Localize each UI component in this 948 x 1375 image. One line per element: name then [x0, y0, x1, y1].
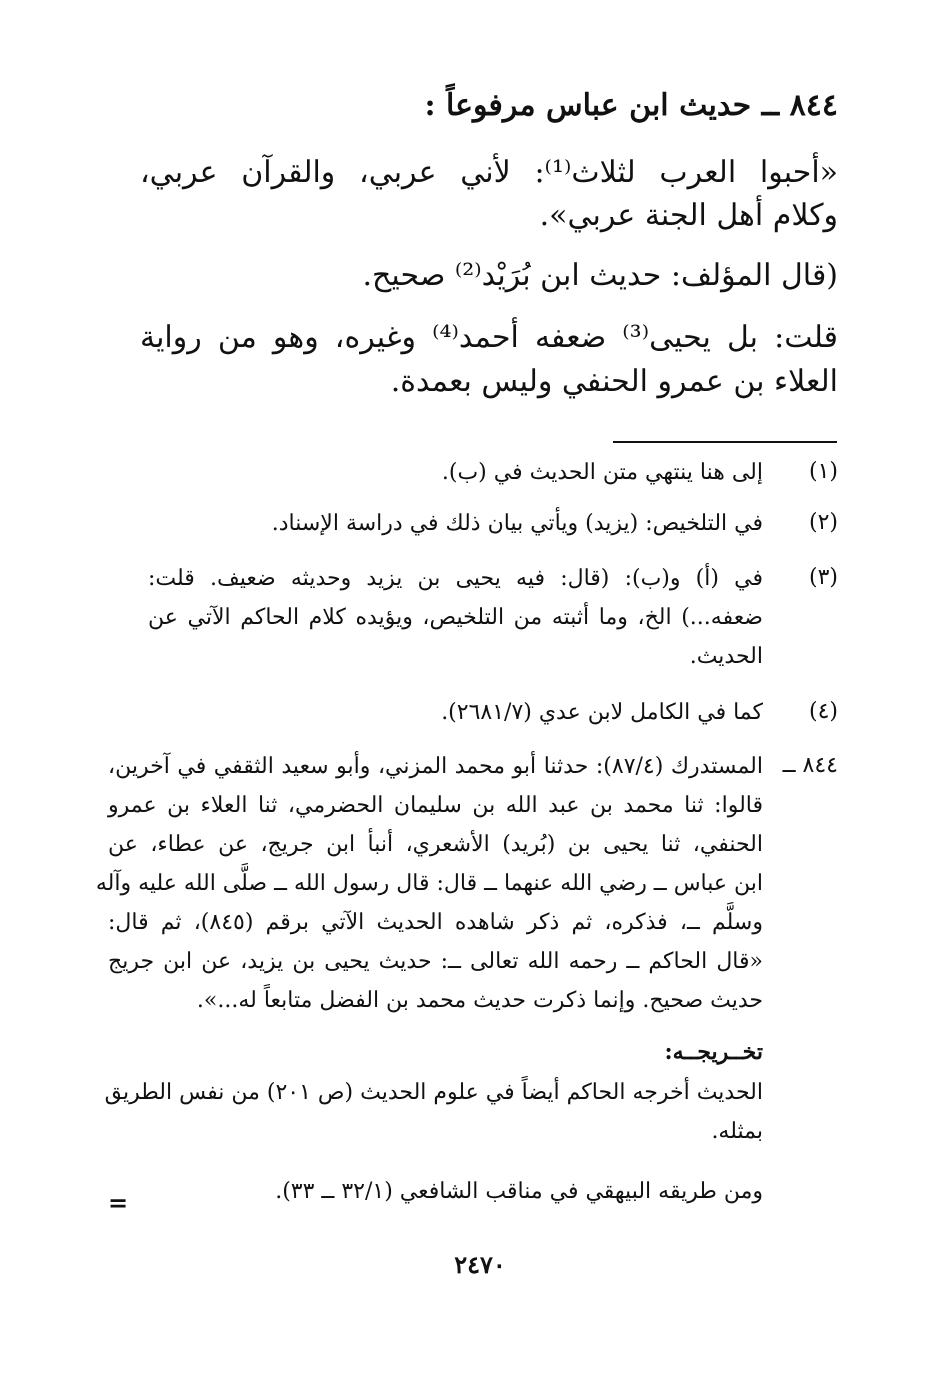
hadith-text-line-1: «أحبوا العرب لثلاث⁽¹⁾: لأني عربي، والقرآن عربي، — [140, 155, 839, 190]
page-number: ٢٤٧٠ — [454, 1250, 506, 1279]
footnote-text: ضعفه...) الخ، وما أثبته من التلخيص، ويؤيده كلام الحاكم الآتي عن — [148, 605, 763, 630]
footnote-text: الحديث. — [689, 644, 763, 669]
qultu-line-1: قلت: بل يحيى⁽³⁾ ضعفه أحمد⁽⁴⁾ وغيره، وهو من رواية — [140, 320, 838, 355]
qultu-line-2: العلاء بن عمرو الحنفي وليس بعمدة. — [390, 364, 838, 399]
takhrij-line: بمثله. — [711, 1119, 763, 1144]
mustadrak-line: ابن عباس ــ رضي الله عنهما ــ قال: قال رسول الله ــ صلَّى الله عليه وآله — [95, 871, 763, 896]
continuation-mark: = — [108, 1188, 129, 1217]
takhrij-line: الحديث أخرجه الحاكم أيضاً في علوم الحديث (ص ٢٠١) من نفس الطريق — [104, 1080, 763, 1105]
footnote-separator — [613, 441, 837, 443]
footnote-text: في التلخيص: (يزيد) ويأتي بيان ذلك في دراسة الإسناد. — [271, 511, 763, 536]
footnote-text: كما في الكامل لابن عدي (٢٦٨١/٧). — [441, 700, 763, 725]
footnote-number: (٢) — [808, 510, 838, 535]
mustadrak-line: الحنفي، ثنا يحيى بن (بُريد) الأشعري، أنبأ ابن جريج، عن عطاء، عن — [108, 832, 763, 857]
mustadrak-line: المستدرك (٨٧/٤): حدثنا أبو محمد المزني، وأبو سعيد الثقفي في آخرين، — [108, 754, 763, 779]
mustadrak-line: حديث صحيح. وإنما ذكرت حديث محمد بن الفضل متابعاً له...». — [196, 988, 763, 1013]
takhrij-source-line: ومن طريقه البيهقي في مناقب الشافعي (٣٢/١ ــ ٣٣). — [275, 1179, 763, 1204]
footnote-text: إلى هنا ينتهي متن الحديث في (ب). — [441, 460, 763, 485]
takhrij-heading: تخــريجــه: — [664, 1039, 763, 1065]
mustadrak-line: «قال الحاكم ــ رحمه الله تعالى ــ: حديث يحيى بن يزيد، عن ابن جريج — [108, 949, 763, 974]
author-opinion: (قال المؤلف: حديث ابن بُرَيْد⁽²⁾ صحيح. — [362, 258, 838, 293]
hadith-title: ٨٤٤ ــ حديث ابن عباس مرفوعاً : — [424, 88, 838, 123]
entry-number: ٨٤٤ ــ — [782, 753, 838, 778]
footnote-number: (٣) — [808, 565, 838, 590]
footnote-number: (٤) — [808, 699, 838, 724]
mustadrak-line: قالوا: ثنا محمد بن عبد الله بن سليمان الحضرمي، ثنا العلاء بن عمرو — [108, 793, 763, 818]
footnote-text: في (أ) و(ب): (قال: فيه يحيى بن يزيد وحديثه ضعيف. قلت: — [148, 566, 763, 591]
mustadrak-line: وسلَّم ــ، فذكره، ثم ذكر شاهده الحديث الآتي برقم (٨٤٥)، ثم قال: — [108, 910, 763, 935]
hadith-text-line-2: وكلام أهل الجنة عربي». — [539, 198, 838, 233]
footnote-number: (١) — [808, 459, 838, 484]
